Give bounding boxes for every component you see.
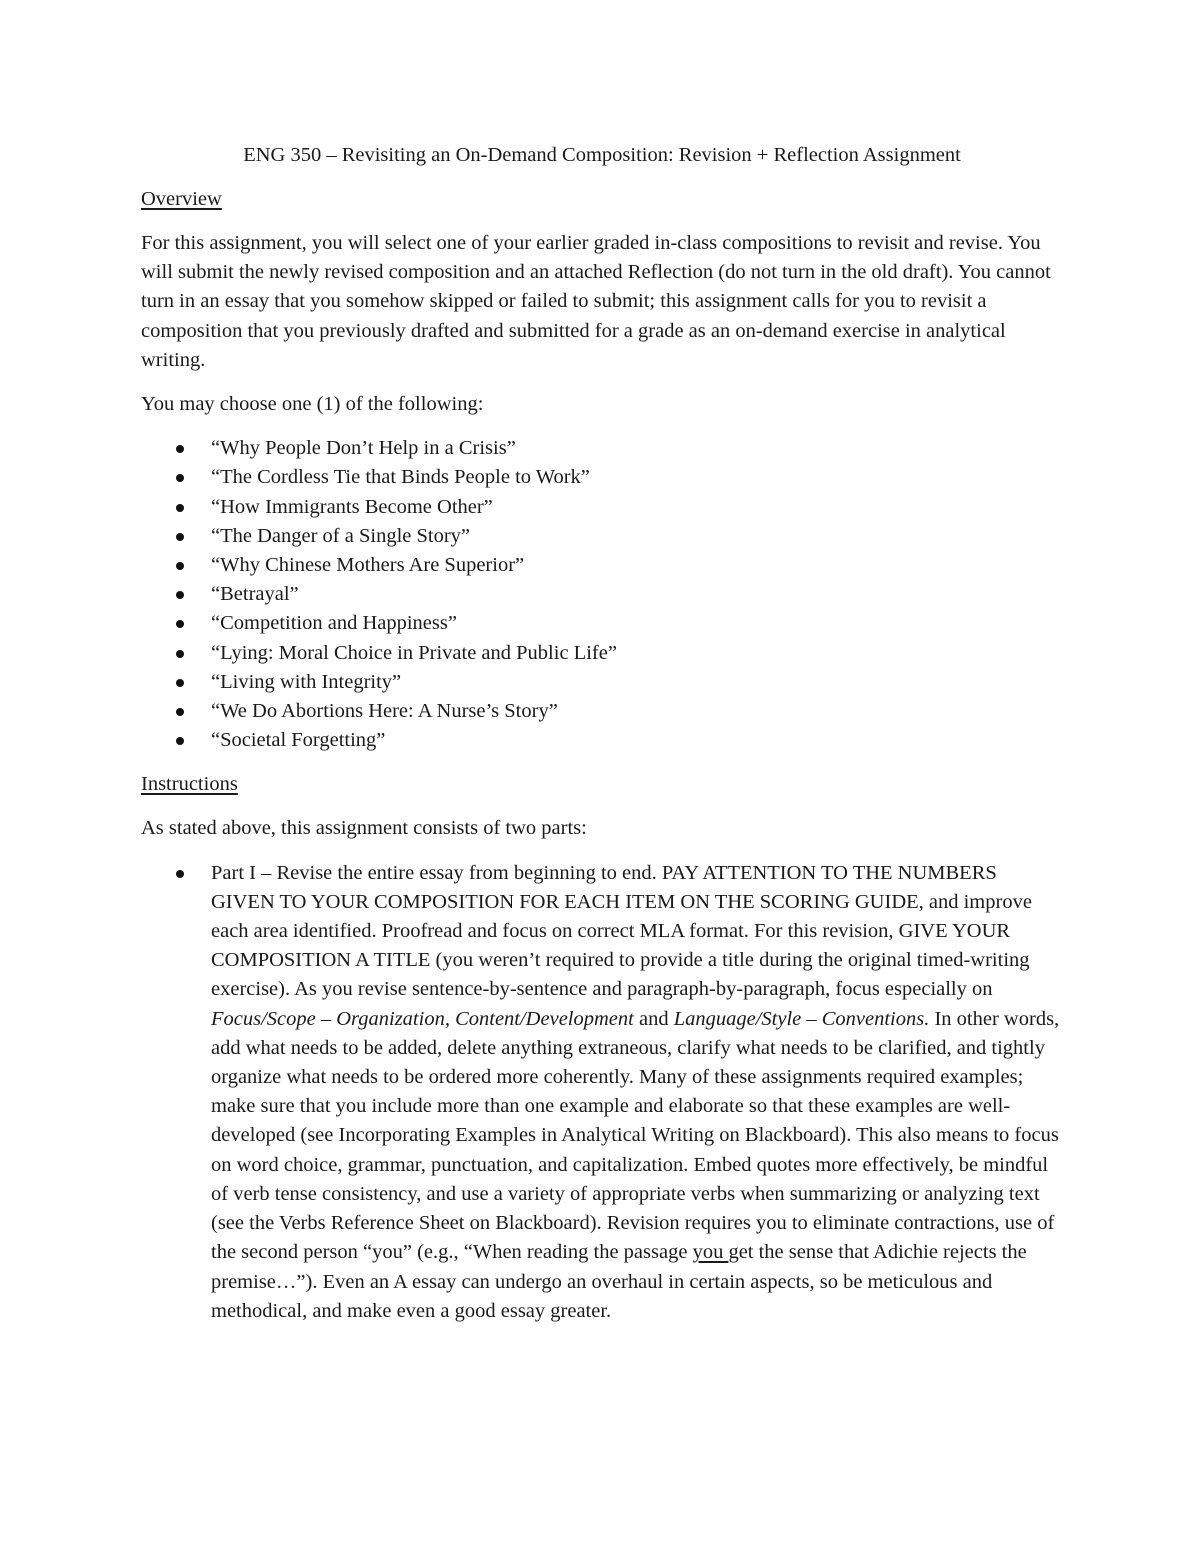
part-one-item xyxy=(141,859,1063,1326)
part-one-underline-you: you xyxy=(692,1241,729,1264)
list-item xyxy=(141,639,1063,668)
option-label: “Lying: Moral Choice in Private and Public Life” xyxy=(211,641,617,664)
bullet-icon xyxy=(176,445,184,453)
option-label: “Societal Forgetting” xyxy=(211,729,386,752)
option-label: “We Do Abortions Here: A Nurse’s Story” xyxy=(211,700,558,723)
part-one-emphasis-language: Language/Style – Conventions. xyxy=(673,1007,930,1030)
option-label: “The Danger of a Single Story” xyxy=(211,524,471,547)
list-item xyxy=(141,551,1063,580)
list-item xyxy=(141,493,1063,522)
document-title: ENG 350 – Revisiting an On-Demand Composition: Revision + Reflection Assignment xyxy=(243,144,961,166)
bullet-icon xyxy=(176,650,184,658)
instructions-intro: As stated above, this assignment consists of two parts: xyxy=(141,817,587,840)
list-item xyxy=(141,609,1063,638)
list-item xyxy=(141,697,1063,726)
bullet-icon xyxy=(176,474,184,482)
option-label: “Competition and Happiness” xyxy=(211,612,457,635)
option-label: “Why People Don’t Help in a Crisis” xyxy=(211,437,516,460)
bullet-icon xyxy=(176,620,184,628)
part-one-text-c: In other words, add what needs to be added, delete anything extraneous, clarify what needs to be clarified, and tightly organize what needs to be ordered more coherently. Many of these assignments required examples; make sure that you include more than one example and elaborate so that these examples are well-developed (see Incorporating Examples in Analytical Writing on Blackboard). This also means to focus on word choice, grammar, punctuation, and capitalization. Embed quotes more effectively, be mindful of verb tense consistency, and use a variety of appropriate verbs when summarizing or analyzing text (see the Verbs Reference Sheet on Blackboard). Revision requires you to eliminate contractions, use of the second person “you” (e.g., “When reading the passage xyxy=(211,1007,1060,1264)
overview-heading: Overview xyxy=(141,188,222,210)
part-one-text-b: and xyxy=(633,1007,674,1030)
bullet-icon xyxy=(176,679,184,687)
overview-paragraph: For this assignment, you will select one of your earlier graded in-class compositions to revisit and revise. You will submit the newly revised composition and an attached Reflection (do not turn in the old draft). You cannot turn in an essay that you somehow skipped or failed to submit; this assignment calls for you to revisit a composition that you previously drafted and submitted for a grade as an on-demand exercise in analytical writing. xyxy=(141,232,1051,371)
option-label: “Living with Integrity” xyxy=(211,670,402,693)
list-item xyxy=(141,434,1063,463)
bullet-icon xyxy=(176,562,184,570)
list-item xyxy=(141,668,1063,697)
list-item xyxy=(141,726,1063,755)
bullet-icon xyxy=(176,870,184,878)
bullet-icon xyxy=(176,533,184,541)
option-label: “Betrayal” xyxy=(211,583,299,606)
instructions-heading: Instructions xyxy=(141,773,238,796)
document-body xyxy=(141,141,1063,1326)
list-item xyxy=(141,463,1063,492)
list-item xyxy=(141,580,1063,609)
bullet-icon xyxy=(176,708,184,716)
option-label: “How Immigrants Become Other” xyxy=(211,495,493,518)
option-label: “The Cordless Tie that Binds People to Work” xyxy=(211,466,590,489)
choose-intro: You may choose one (1) of the following: xyxy=(141,393,484,416)
part-one-text-d: get the sense that Adichie rejects the premise…”). Even an A essay can undergo an overhaul in certain aspects, so be meticulous and methodical, and make even a good essay greater. xyxy=(211,1241,1027,1322)
part-one-text-a: Part I – Revise the entire essay from beginning to end. PAY ATTENTION TO THE NUMBERS GIVEN TO YOUR COMPOSITION FOR EACH ITEM ON THE SCORING GUIDE, and improve each area identified. Proofread and focus on correct MLA format. For this revision, GIVE YOUR COMPOSITION A TITLE (you weren’t required to provide a title during the original timed-writing exercise). As you revise sentence-by-sentence and paragraph-by-paragraph, focus especially on xyxy=(211,861,1032,1001)
composition-options-list xyxy=(141,434,1063,755)
list-item xyxy=(141,522,1063,551)
option-label: “Why Chinese Mothers Are Superior” xyxy=(211,554,525,577)
bullet-icon xyxy=(176,591,184,599)
bullet-icon xyxy=(176,504,184,512)
part-one-emphasis-focus: Focus/Scope – Organization, Content/Development xyxy=(211,1007,634,1030)
bullet-icon xyxy=(176,737,184,745)
parts-list xyxy=(141,859,1063,1326)
